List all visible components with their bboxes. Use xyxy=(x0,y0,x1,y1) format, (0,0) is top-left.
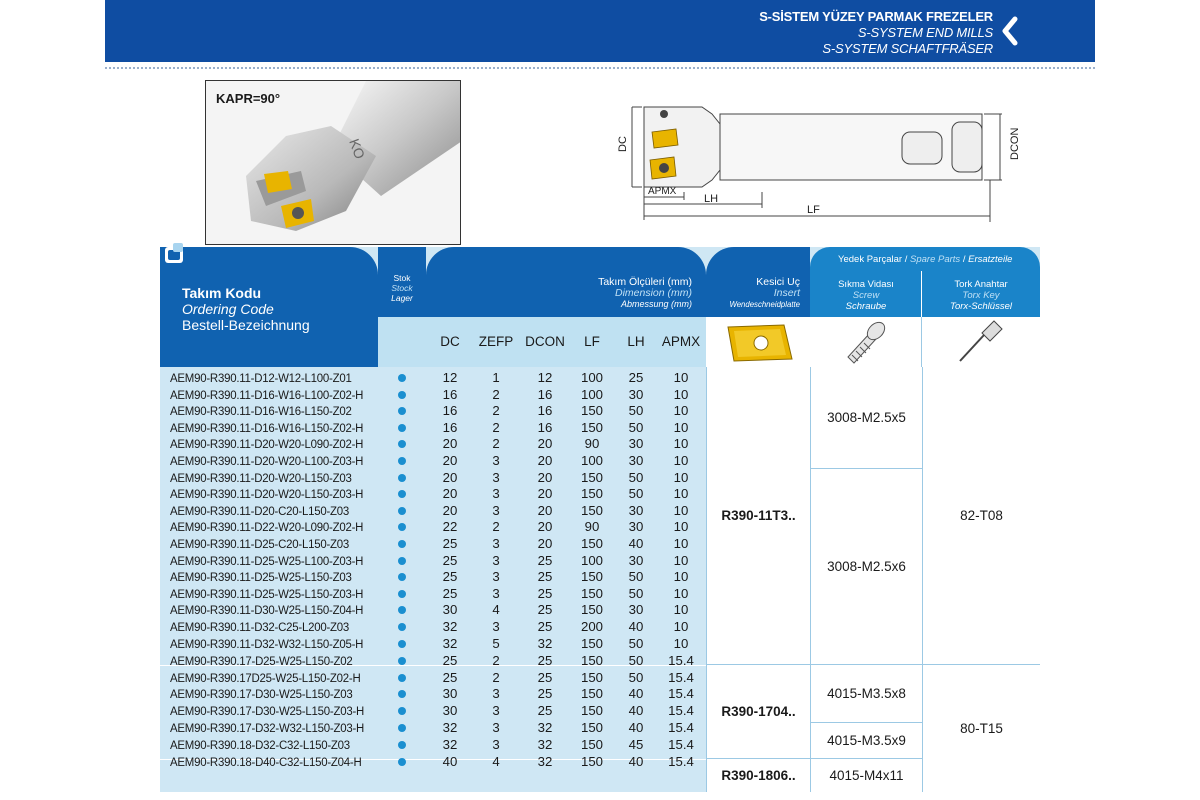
insert-icon xyxy=(706,317,810,367)
kapr-label: KAPR=90° xyxy=(216,91,281,106)
lf-cell: 100 xyxy=(580,552,603,568)
dcon-cell: 12 xyxy=(537,370,553,385)
dc-cell: 12 xyxy=(442,370,458,385)
zefp-cell: 4 xyxy=(492,602,500,618)
zefp-cell: 2 xyxy=(492,653,500,669)
spare-en: Spare Parts xyxy=(910,254,961,265)
ordering-code-cell: AEM90-R390.11-D16-W16-L150-Z02-H xyxy=(170,420,364,435)
ordering-code-cell: AEM90-R390.11-D20-W20-L150-Z03 xyxy=(170,470,352,485)
dc-cell: 30 xyxy=(442,703,458,718)
lf-cell: 150 xyxy=(580,585,603,601)
table-row xyxy=(160,436,706,452)
lh-cell: 30 xyxy=(628,519,644,535)
zefp-cell: 3 xyxy=(492,453,500,468)
dc-cell: 25 xyxy=(442,536,458,551)
key-cell-2: 80-T15 xyxy=(922,665,1040,792)
dimension-header xyxy=(426,247,706,317)
stock-en: Stock xyxy=(391,283,413,293)
ordering-code-cell: AEM90-R390.18-D32-C32-L150-Z03 xyxy=(170,738,350,753)
zefp-cell: 3 xyxy=(492,585,500,601)
stock-dot-icon xyxy=(398,457,406,465)
table-row xyxy=(160,686,706,702)
apmx-cell: 15.4 xyxy=(668,686,694,702)
lh-cell: 40 xyxy=(628,536,644,551)
dc-cell: 32 xyxy=(442,635,458,651)
ordering-code-cell: AEM90-R390.11-D20-W20-L100-Z03-H xyxy=(170,454,364,468)
table-body xyxy=(160,370,706,790)
stock-dot-icon xyxy=(398,440,406,448)
apmx-cell: 10 xyxy=(673,370,689,385)
ordering-code-cell: AEM90-R390.11-D25-W25-L100-Z03-H xyxy=(170,553,364,568)
dcon-cell: 20 xyxy=(537,436,553,452)
screw-cell-3: 4015-M3.5x8 xyxy=(810,665,922,723)
dcon-cell: 25 xyxy=(537,619,553,634)
screw-cell-1: 3008-M2.5x5 xyxy=(810,367,922,469)
ordering-code-cell: AEM90-R390.11-D20-C20-L150-Z03 xyxy=(170,503,350,518)
product-photo xyxy=(205,80,461,245)
zefp-cell: 1 xyxy=(492,370,500,385)
dcon-cell: 32 xyxy=(537,635,553,651)
dimension-en: Dimension (mm) xyxy=(614,287,692,299)
zefp-cell: 3 xyxy=(492,619,500,634)
table-row xyxy=(160,720,706,736)
title-german: S-SYSTEM SCHAFTFRÄSER xyxy=(822,41,993,56)
table-row xyxy=(160,387,706,403)
table-row xyxy=(160,636,706,652)
col-header-zefp: ZEFP xyxy=(478,334,514,349)
stock-dot-icon xyxy=(398,557,406,565)
apmx-cell: 10 xyxy=(673,519,689,535)
stock-de: Lager xyxy=(391,293,413,303)
dcon-cell: 16 xyxy=(537,386,553,402)
dc-cell: 16 xyxy=(442,403,458,419)
dc-cell: 40 xyxy=(442,753,458,769)
stock-header-lower xyxy=(378,317,426,367)
title-turkish: S-SİSTEM YÜZEY PARMAK FREZELER xyxy=(759,9,993,24)
dc-cell: 20 xyxy=(442,469,458,485)
stock-dot-icon xyxy=(398,573,406,581)
key-header xyxy=(922,271,1040,317)
spare-tr: Yedek Parçalar xyxy=(838,254,903,265)
chevron-left-icon[interactable] xyxy=(999,15,1021,47)
technical-drawing xyxy=(612,102,1032,232)
dcon-cell: 20 xyxy=(537,469,553,485)
dim-lf-label: LF xyxy=(807,204,820,216)
zefp-cell: 3 xyxy=(492,469,500,485)
dcon-cell: 25 xyxy=(537,703,553,718)
lh-cell: 50 xyxy=(628,403,644,419)
lh-cell: 30 xyxy=(628,502,644,518)
table-row xyxy=(160,754,706,770)
apmx-cell: 10 xyxy=(673,569,689,585)
col-header-apmx: APMX xyxy=(661,334,701,349)
zefp-cell: 3 xyxy=(492,486,500,502)
insert-header xyxy=(706,247,810,317)
insert-cell-r390-17: R390-1704.. xyxy=(706,665,810,759)
lh-cell: 45 xyxy=(628,737,644,753)
lh-cell: 50 xyxy=(628,486,644,502)
zefp-cell: 3 xyxy=(492,703,500,718)
screw-cell-2: 3008-M2.5x6 xyxy=(810,469,922,665)
apmx-cell: 10 xyxy=(673,419,689,435)
lh-cell: 50 xyxy=(628,635,644,651)
lf-cell: 90 xyxy=(584,436,600,452)
section-marker-icon xyxy=(163,241,187,265)
lh-cell: 50 xyxy=(628,569,644,585)
ordering-code-cell: AEM90-R390.11-D25-W25-L150-Z03 xyxy=(170,570,352,585)
stock-dot-icon xyxy=(398,424,406,432)
zefp-cell: 5 xyxy=(492,635,500,651)
shank-brand-text: KO xyxy=(346,136,369,162)
stock-dot-icon xyxy=(398,758,406,766)
zefp-cell: 2 xyxy=(492,669,500,685)
col-header-dc: DC xyxy=(440,334,460,349)
zefp-cell: 4 xyxy=(492,753,500,769)
apmx-cell: 10 xyxy=(673,536,689,551)
table-row xyxy=(160,703,706,719)
dcon-cell: 20 xyxy=(537,486,553,502)
ordering-code-cell: AEM90-R390.17-D32-W32-L150-Z03-H xyxy=(170,720,365,735)
spare-parts-header: Yedek Parçalar / Spare Parts / Ersatzteile xyxy=(810,247,1040,271)
screw-tr: Sıkma Vidası xyxy=(838,279,894,290)
table-row xyxy=(160,403,706,419)
page-title-block xyxy=(759,9,993,57)
table-row xyxy=(160,569,706,585)
stock-tr: Stok xyxy=(393,273,411,283)
zefp-cell: 3 xyxy=(492,719,500,735)
key-de: Torx-Schlüssel xyxy=(950,301,1012,312)
dc-cell: 30 xyxy=(442,602,458,618)
ordering-code-cell: AEM90-R390.11-D32-W32-L150-Z05-H xyxy=(170,636,364,651)
dcon-cell: 32 xyxy=(537,753,553,769)
ordering-code-cell: AEM90-R390.11-D22-W20-L090-Z02-H xyxy=(170,520,364,535)
table-row xyxy=(160,586,706,602)
stock-dot-icon xyxy=(398,707,406,715)
lf-cell: 100 xyxy=(580,386,603,402)
ordering-code-cell: AEM90-R390.11-D25-C20-L150-Z03 xyxy=(170,537,350,551)
stock-dot-icon xyxy=(398,490,406,498)
apmx-cell: 15.4 xyxy=(668,737,694,753)
lh-cell: 30 xyxy=(628,436,644,452)
insert-cell-r390-11: R390-11T3.. xyxy=(706,367,810,665)
lh-cell: 40 xyxy=(628,686,644,702)
dc-cell: 25 xyxy=(442,552,458,568)
dc-cell: 16 xyxy=(442,419,458,435)
key-cell-1: 82-T08 xyxy=(922,367,1040,665)
lh-cell: 30 xyxy=(628,386,644,402)
ordering-code-en: Ordering Code xyxy=(182,301,274,317)
zefp-cell: 2 xyxy=(492,419,500,435)
lh-cell: 50 xyxy=(628,653,644,669)
dcon-cell: 25 xyxy=(537,686,553,702)
apmx-cell: 15.4 xyxy=(668,669,694,685)
table-row xyxy=(160,553,706,569)
ordering-code-cell: AEM90-R390.18-D40-C32-L150-Z04-H xyxy=(170,754,362,769)
product-table xyxy=(160,247,1040,792)
col-header-dcon: DCON xyxy=(525,334,565,349)
lf-cell: 150 xyxy=(580,753,603,769)
zefp-cell: 2 xyxy=(492,386,500,402)
stock-header xyxy=(378,247,426,317)
dc-cell: 25 xyxy=(442,669,458,685)
ordering-code-cell: AEM90-R390.11-D20-W20-L090-Z02-H xyxy=(170,437,364,452)
lf-cell: 150 xyxy=(580,536,603,551)
lf-cell: 150 xyxy=(580,719,603,735)
stock-dot-icon xyxy=(398,640,406,648)
key-image-cell xyxy=(922,317,1040,367)
dcon-cell: 16 xyxy=(537,419,553,435)
lf-cell: 90 xyxy=(584,519,600,535)
stock-dot-icon xyxy=(398,523,406,531)
dimension-column-headers xyxy=(426,317,706,367)
zefp-cell: 2 xyxy=(492,436,500,452)
dc-cell: 25 xyxy=(442,569,458,585)
screw-en: Screw xyxy=(852,290,880,301)
torx-key-icon xyxy=(922,317,1040,367)
dc-cell: 20 xyxy=(442,486,458,502)
ordering-code-cell: AEM90-R390.11-D25-W25-L150-Z03-H xyxy=(170,586,364,601)
screw-header xyxy=(810,271,922,317)
dcon-cell: 32 xyxy=(537,737,553,753)
lh-cell: 30 xyxy=(628,453,644,468)
dc-cell: 20 xyxy=(442,436,458,452)
lh-cell: 30 xyxy=(628,602,644,618)
stock-dot-icon xyxy=(398,540,406,548)
lf-cell: 150 xyxy=(580,486,603,502)
stock-dot-icon xyxy=(398,407,406,415)
apmx-cell: 10 xyxy=(673,486,689,502)
title-english: S-SYSTEM END MILLS xyxy=(857,25,993,40)
insert-de: Wendeschneidplatte xyxy=(729,300,800,309)
stock-dot-icon xyxy=(398,741,406,749)
key-tr: Tork Anahtar xyxy=(954,279,1008,290)
stock-dot-icon xyxy=(398,374,406,382)
lh-cell: 40 xyxy=(628,753,644,769)
stock-dot-icon xyxy=(398,590,406,598)
dcon-cell: 25 xyxy=(537,569,553,585)
ordering-code-cell: AEM90-R390.17D25-W25-L150-Z02-H xyxy=(170,670,361,685)
stock-dot-icon xyxy=(398,623,406,631)
dim-apmx-label: APMX xyxy=(648,186,677,197)
zefp-cell: 3 xyxy=(492,569,500,585)
lh-cell: 50 xyxy=(628,585,644,601)
screw-cell-4: 4015-M3.5x9 xyxy=(810,723,922,759)
dimension-de: Abmessung (mm) xyxy=(620,299,692,309)
table-row xyxy=(160,519,706,535)
lf-cell: 150 xyxy=(580,569,603,585)
ordering-code-cell: AEM90-R390.11-D16-W16-L150-Z02 xyxy=(170,404,352,419)
dcon-cell: 25 xyxy=(537,602,553,618)
screw-cell-5: 4015-M4x11 xyxy=(810,759,922,792)
lf-cell: 150 xyxy=(580,653,603,669)
ordering-code-cell: AEM90-R390.17-D30-W25-L150-Z03 xyxy=(170,687,353,702)
lh-cell: 40 xyxy=(628,703,644,718)
table-row xyxy=(160,420,706,436)
lh-cell: 50 xyxy=(628,669,644,685)
stock-dot-icon xyxy=(398,474,406,482)
apmx-cell: 15.4 xyxy=(668,703,694,718)
lh-cell: 50 xyxy=(628,419,644,435)
apmx-cell: 10 xyxy=(673,602,689,618)
stock-dot-icon xyxy=(398,724,406,732)
header-divider xyxy=(105,67,1095,69)
table-row xyxy=(160,453,706,469)
lf-cell: 150 xyxy=(580,419,603,435)
stock-dot-icon xyxy=(398,507,406,515)
dc-cell: 16 xyxy=(442,386,458,402)
apmx-cell: 10 xyxy=(673,619,689,634)
insert-image-cell xyxy=(706,317,810,367)
apmx-cell: 10 xyxy=(673,502,689,518)
dc-cell: 25 xyxy=(442,653,458,669)
table-row xyxy=(160,602,706,618)
lf-cell: 150 xyxy=(580,502,603,518)
apmx-cell: 10 xyxy=(673,552,689,568)
insert-tr: Kesici Uç xyxy=(756,276,800,288)
ordering-code-cell: AEM90-R390.11-D16-W16-L100-Z02-H xyxy=(170,387,364,402)
lh-cell: 40 xyxy=(628,619,644,634)
dcon-cell: 25 xyxy=(537,552,553,568)
dcon-cell: 32 xyxy=(537,719,553,735)
ordering-code-cell: AEM90-R390.11-D20-W20-L150-Z03-H xyxy=(170,487,364,502)
lh-cell: 25 xyxy=(628,370,644,385)
apmx-cell: 10 xyxy=(673,453,689,468)
lh-cell: 30 xyxy=(628,552,644,568)
dc-cell: 22 xyxy=(442,519,458,535)
table-row xyxy=(160,737,706,753)
end-mill-illustration xyxy=(206,81,461,245)
dim-lh-label: LH xyxy=(704,193,719,205)
lh-cell: 50 xyxy=(628,469,644,485)
zefp-cell: 3 xyxy=(492,737,500,753)
apmx-cell: 15.4 xyxy=(668,719,694,735)
apmx-cell: 15.4 xyxy=(668,653,694,669)
screw-icon xyxy=(810,317,922,367)
apmx-cell: 10 xyxy=(673,436,689,452)
lf-cell: 150 xyxy=(580,403,603,419)
ordering-code-tr: Takım Kodu xyxy=(182,285,262,301)
lf-cell: 150 xyxy=(580,669,603,685)
lf-cell: 150 xyxy=(580,469,603,485)
stock-dot-icon xyxy=(398,690,406,698)
lf-cell: 100 xyxy=(580,370,603,385)
dcon-cell: 20 xyxy=(537,536,553,551)
zefp-cell: 2 xyxy=(492,519,500,535)
dc-cell: 32 xyxy=(442,619,458,634)
dc-cell: 32 xyxy=(442,737,458,753)
zefp-cell: 3 xyxy=(492,552,500,568)
dcon-cell: 20 xyxy=(537,502,553,518)
stock-dot-icon xyxy=(398,391,406,399)
ordering-code-cell: AEM90-R390.11-D30-W25-L150-Z04-H xyxy=(170,603,364,618)
dimension-tr: Takım Ölçüleri (mm) xyxy=(598,276,692,288)
dcon-cell: 25 xyxy=(537,585,553,601)
lf-cell: 150 xyxy=(580,602,603,618)
table-row xyxy=(160,503,706,519)
dim-dcon-label: DCON xyxy=(1009,127,1021,160)
ordering-code-cell: AEM90-R390.11-D12-W12-L100-Z01 xyxy=(170,371,352,385)
lf-cell: 100 xyxy=(580,453,603,468)
dc-cell: 20 xyxy=(442,453,458,468)
screw-image-cell xyxy=(810,317,922,367)
zefp-cell: 2 xyxy=(492,403,500,419)
col-header-lf: LF xyxy=(584,334,600,349)
lh-cell: 40 xyxy=(628,719,644,735)
stock-dot-icon xyxy=(398,674,406,682)
dc-cell: 20 xyxy=(442,502,458,518)
page-header-band xyxy=(105,0,1095,62)
col-header-lh: LH xyxy=(627,334,645,349)
lf-cell: 150 xyxy=(580,686,603,702)
dcon-cell: 25 xyxy=(537,669,553,685)
ordering-code-cell: AEM90-R390.17-D30-W25-L150-Z03-H xyxy=(170,704,365,718)
stock-dot-icon xyxy=(398,657,406,665)
dcon-cell: 16 xyxy=(537,403,553,419)
apmx-cell: 10 xyxy=(673,635,689,651)
dim-dc-label: DC xyxy=(617,136,629,152)
ordering-code-cell: AEM90-R390.17-D25-W25-L150-Z02 xyxy=(170,654,353,669)
apmx-cell: 10 xyxy=(673,469,689,485)
insert-cell-r390-18: R390-1806.. xyxy=(706,759,810,792)
lf-cell: 150 xyxy=(580,635,603,651)
apmx-cell: 10 xyxy=(673,403,689,419)
lf-cell: 200 xyxy=(580,619,603,634)
stock-dot-icon xyxy=(398,606,406,614)
zefp-cell: 3 xyxy=(492,536,500,551)
ordering-code-de: Bestell-Bezeichnung xyxy=(182,317,310,333)
dc-cell: 30 xyxy=(442,686,458,702)
table-row xyxy=(160,653,706,669)
apmx-cell: 10 xyxy=(673,585,689,601)
apmx-cell: 10 xyxy=(673,386,689,402)
insert-en: Insert xyxy=(773,287,800,299)
dcon-cell: 20 xyxy=(537,453,553,468)
table-row xyxy=(160,470,706,486)
table-row xyxy=(160,370,706,386)
table-row xyxy=(160,619,706,635)
lf-cell: 150 xyxy=(580,737,603,753)
dc-cell: 25 xyxy=(442,585,458,601)
ordering-code-cell: AEM90-R390.11-D32-C25-L200-Z03 xyxy=(170,620,350,634)
zefp-cell: 3 xyxy=(492,686,500,702)
screw-de: Schraube xyxy=(845,301,887,312)
table-row xyxy=(160,670,706,686)
key-en: Torx Key xyxy=(962,290,1000,301)
apmx-cell: 15.4 xyxy=(668,753,694,769)
lf-cell: 150 xyxy=(580,703,603,718)
dcon-cell: 20 xyxy=(537,519,553,535)
dcon-cell: 25 xyxy=(537,653,553,669)
spare-de: Ersatzteile xyxy=(968,254,1013,265)
dc-cell: 32 xyxy=(442,719,458,735)
zefp-cell: 3 xyxy=(492,502,500,518)
ordering-code-header xyxy=(160,247,378,367)
table-row xyxy=(160,536,706,552)
table-row xyxy=(160,486,706,502)
